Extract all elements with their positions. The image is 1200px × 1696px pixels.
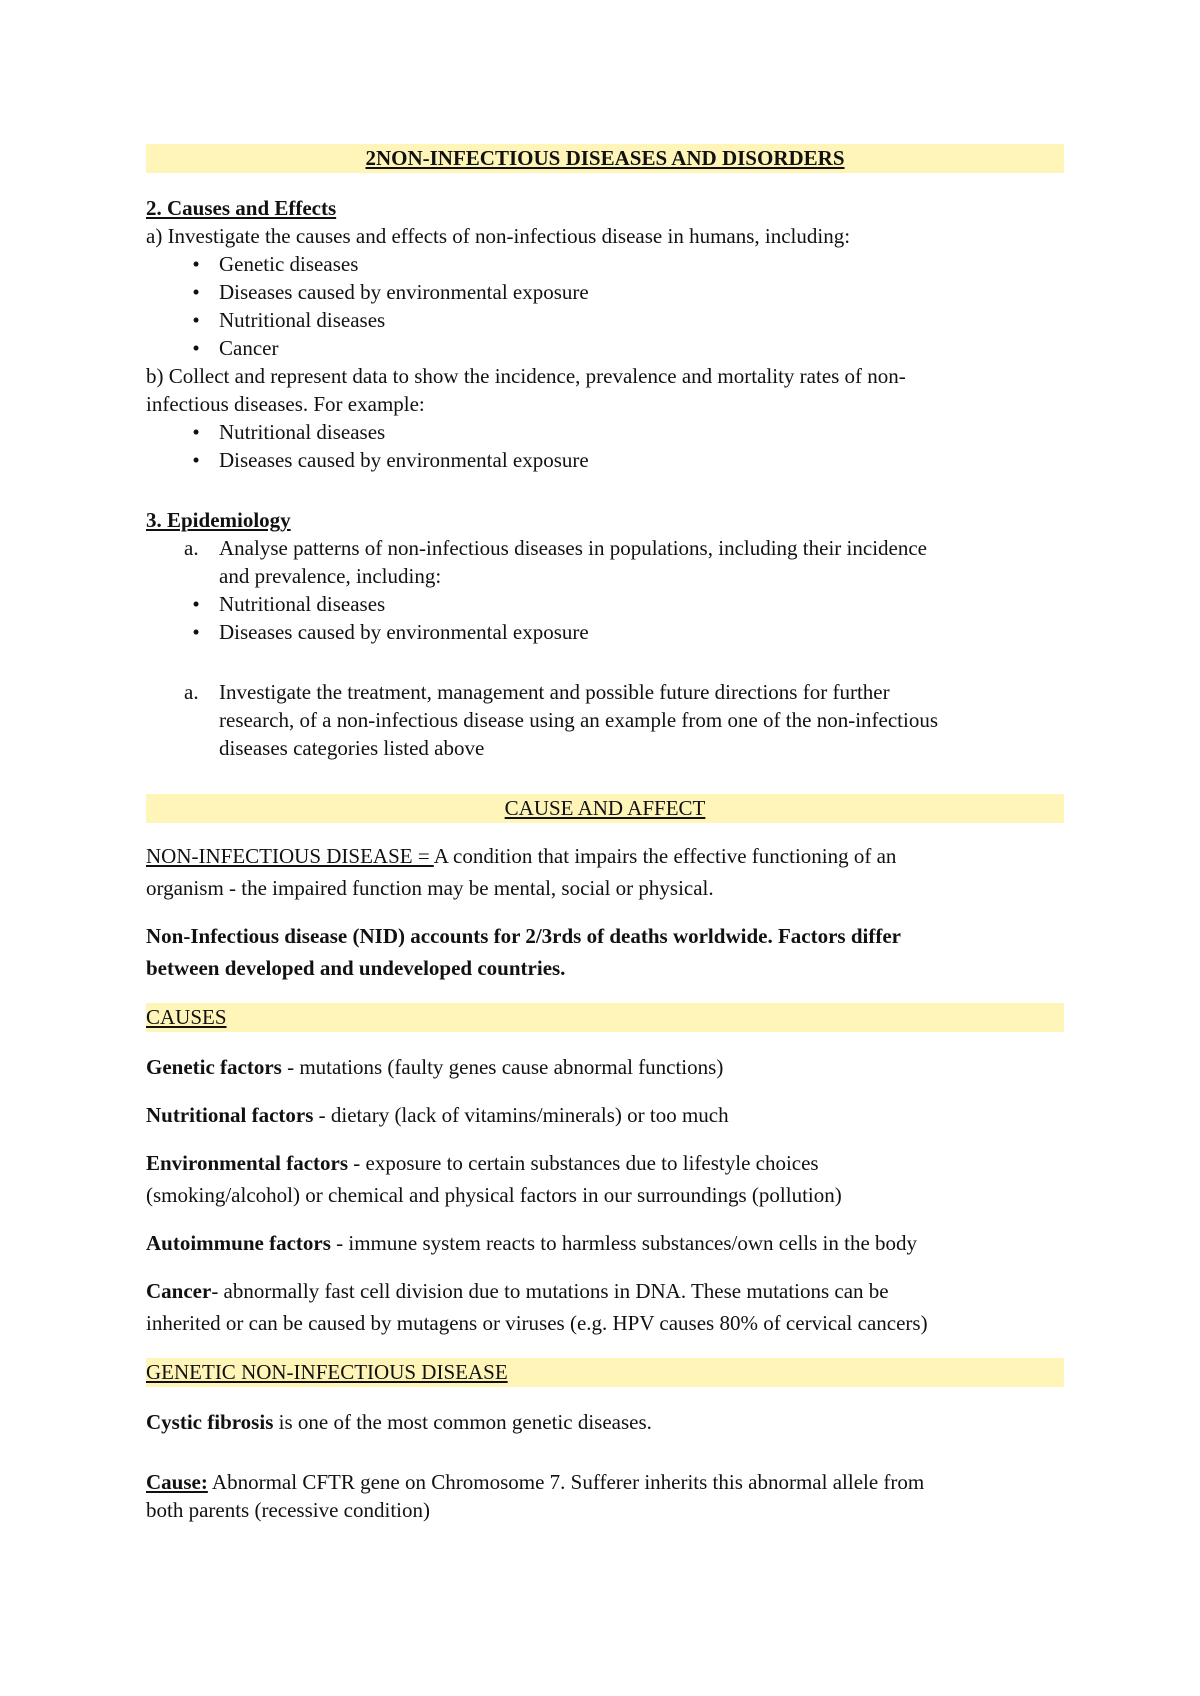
cf-term: Cystic fibrosis (146, 1410, 274, 1434)
list-item: Diseases caused by environmental exposure (219, 448, 589, 472)
cf-text: is one of the most common genetic diseases. (273, 1410, 652, 1434)
section-3-item2-line3: diseases categories listed above (219, 736, 485, 760)
list-marker: a. (184, 680, 199, 704)
genetic-factors (146, 1051, 723, 1083)
definition-text: A condition that impairs the effective functioning of an (433, 844, 897, 868)
genetic-term: Genetic factors (146, 1055, 282, 1079)
bullet-dot: • (192, 252, 200, 276)
bullet-dot: • (192, 592, 200, 616)
bullet-dot: • (192, 448, 200, 472)
genetic-banner (146, 1358, 1064, 1387)
nutritional-term: Nutritional factors (146, 1103, 314, 1127)
section-3-item2-line2: research, of a non-infectious disease using an example from one of the non-infectious (219, 708, 939, 732)
environmental-text: - exposure to certain substances due to lifestyle choices (348, 1151, 819, 1175)
cause-affect-title: CAUSE AND AFFECT (504, 796, 706, 820)
bullet-dot: • (192, 620, 200, 644)
cause-line2: both parents (recessive condition) (146, 1498, 430, 1522)
section-3-heading: 3. Epidemiology (146, 508, 291, 532)
bullet-dot: • (192, 420, 200, 444)
title-banner (146, 144, 1064, 173)
cause-line1 (146, 1468, 924, 1496)
list-item: Genetic diseases (219, 252, 359, 276)
list-item: Cancer (219, 336, 279, 360)
section-3-item1-line2: and prevalence, including: (219, 564, 442, 588)
section-3-item1-line1: Analyse patterns of non-infectious diseases in populations, including their incidence (219, 536, 927, 560)
list-item: Diseases caused by environmental exposure (219, 620, 589, 644)
stat-line2: between developed and undeveloped countries. (146, 956, 566, 980)
cancer-line2: inherited or can be caused by mutagens or viruses (e.g. HPV causes 80% of cervical cancers) (146, 1311, 928, 1335)
section-2b-text-line2: infectious diseases. For example: (146, 392, 425, 416)
cause-label: Cause: (146, 1470, 208, 1494)
nutritional-factors (146, 1099, 729, 1131)
cause-text: Abnormal CFTR gene on Chromosome 7. Sufferer inherits this abnormal allele from (207, 1470, 925, 1494)
section-2a-text: a) Investigate the causes and effects of non-infectious disease in humans, including: (146, 224, 851, 248)
cancer-text: - abnormally fast cell division due to mutations in DNA. These mutations can be (211, 1279, 889, 1303)
section-2-heading: 2. Causes and Effects (146, 196, 337, 220)
bullet-dot: • (192, 280, 200, 304)
genetic-text: - mutations (faulty genes cause abnormal functions) (281, 1055, 724, 1079)
nutritional-text: - dietary (lack of vitamins/minerals) or too much (313, 1103, 729, 1127)
list-item: Nutritional diseases (219, 592, 386, 616)
section-2b-text-line1: b) Collect and represent data to show the incidence, prevalence and mortality rates of non- (146, 364, 906, 388)
autoimmune-term: Autoimmune factors (146, 1231, 331, 1255)
list-item: Diseases caused by environmental exposure (219, 280, 589, 304)
cause-affect-banner (146, 794, 1064, 823)
definition-line2: organism - the impaired function may be mental, social or physical. (146, 876, 714, 900)
causes-title: CAUSES (146, 1005, 227, 1029)
list-item: Nutritional diseases (219, 420, 386, 444)
autoimmune-text: - immune system reacts to harmless substances/own cells in the body (330, 1231, 918, 1255)
cancer-term: Cancer (146, 1279, 212, 1303)
definition-line1 (146, 840, 896, 872)
definition-term: NON-INFECTIOUS DISEASE = (146, 844, 434, 868)
genetic-title: GENETIC NON-INFECTIOUS DISEASE (146, 1360, 508, 1384)
list-marker: a. (184, 536, 199, 560)
cystic-fibrosis-line (146, 1406, 652, 1438)
causes-banner (146, 1003, 1064, 1032)
bullet-dot: • (192, 308, 200, 332)
page-title: 2NON-INFECTIOUS DISEASES AND DISORDERS (365, 146, 845, 170)
bullet-dot: • (192, 336, 200, 360)
list-item: Nutritional diseases (219, 308, 386, 332)
section-3-item2-line1: Investigate the treatment, management and possible future directions for further (219, 680, 890, 704)
environmental-term: Environmental factors (146, 1151, 349, 1175)
stat-line1: Non-Infectious disease (NID) accounts for 2/3rds of deaths worldwide. Factors differ (146, 924, 901, 948)
environmental-line2: (smoking/alcohol) or chemical and physical factors in our surroundings (pollution) (146, 1183, 842, 1207)
autoimmune-factors (146, 1227, 917, 1259)
cancer-factors (146, 1275, 889, 1307)
environmental-factors (146, 1147, 819, 1179)
